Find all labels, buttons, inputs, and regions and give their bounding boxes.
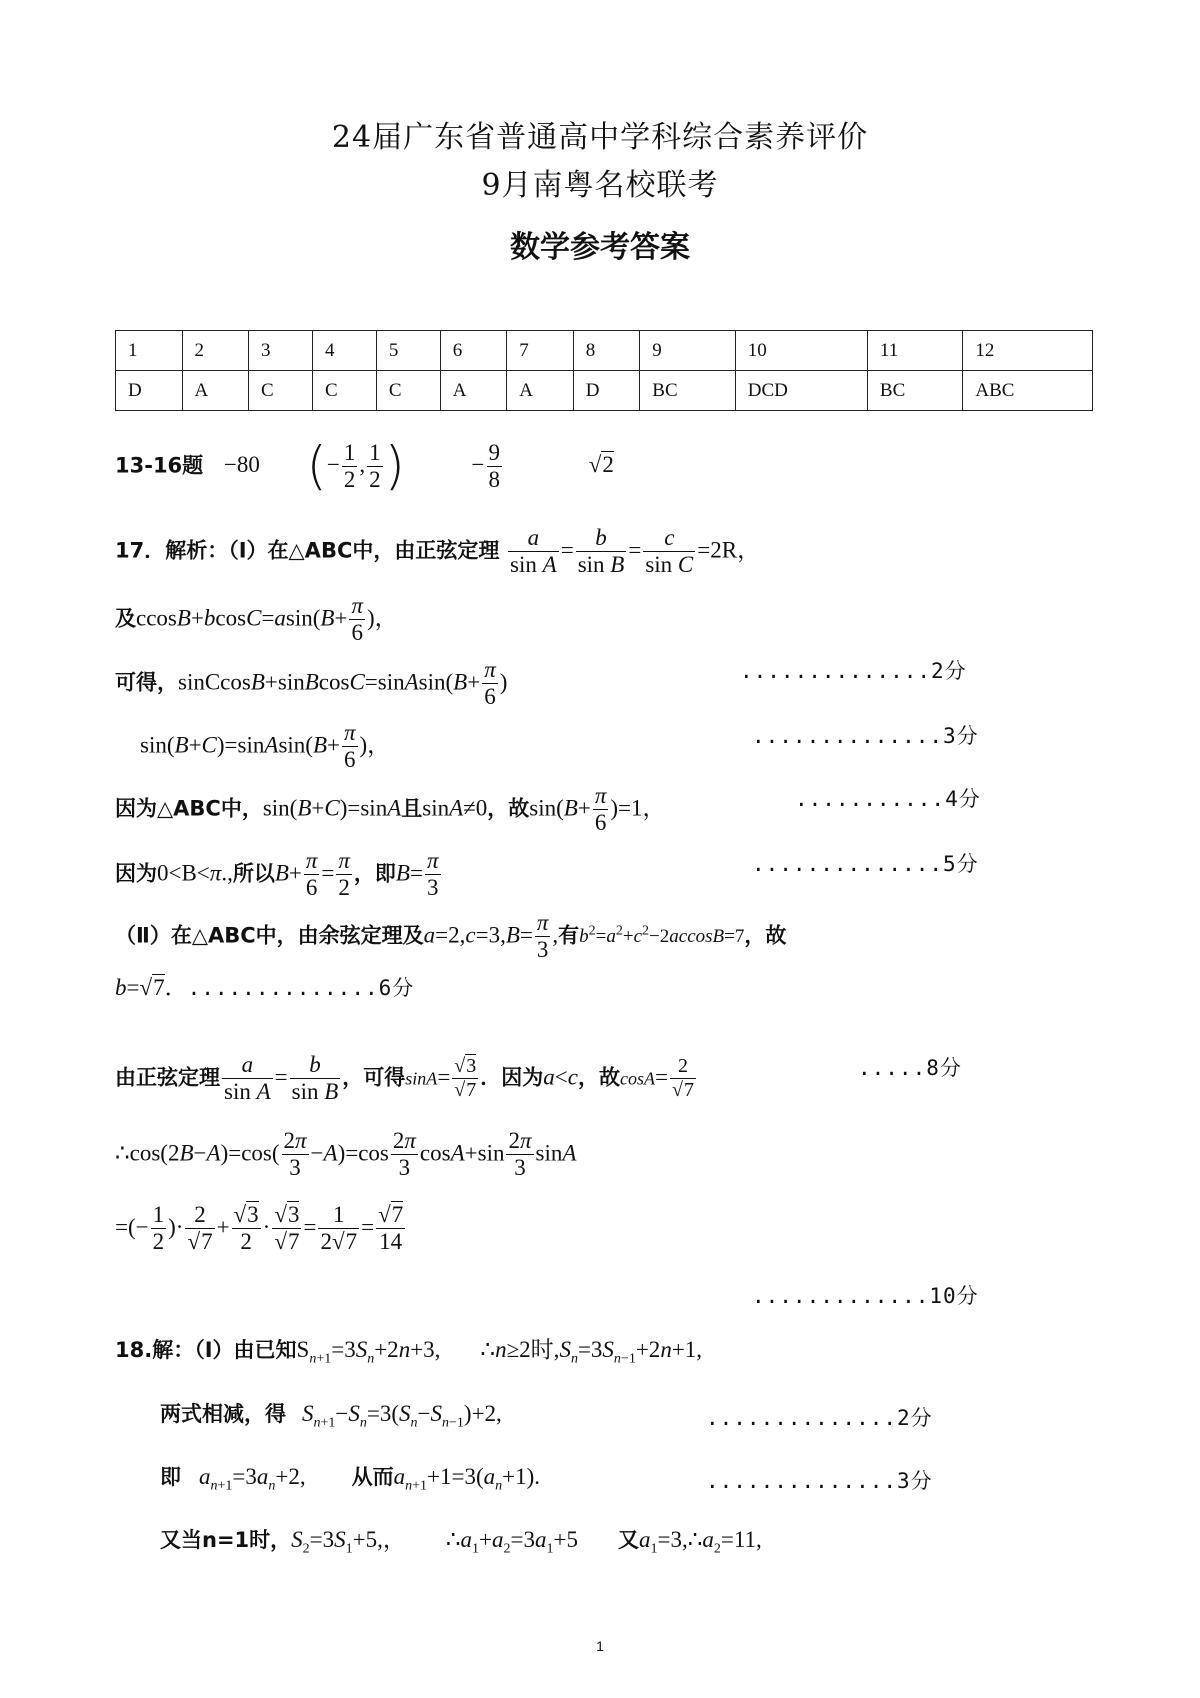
- answer-cell: BC: [640, 371, 735, 411]
- q17-result-line: =(− $\frac{1}{2}$ )· $\frac{2}{√7}$ + $\frac{√3}{2}$ · $\frac{√3}{√7}$ = $\frac{1}{2√7}$ = $\frac{√7}{14}$: [115, 1202, 404, 1255]
- q17-part2-line: （Ⅱ）在△ABC中，由余弦定理及a=2,c=3,B= $\frac{\pi}{3}$ ,有$b^2=a^2+c^2-2accosB=7$，故: [115, 910, 787, 963]
- question-number: 2: [182, 331, 249, 371]
- score-4: ...........4分: [795, 787, 981, 811]
- q17-step-line: 因为0<B<π.,所以B+ $\frac{\pi}{6}$ = $\frac{\pi}{2}$ ，即B= $\frac{\pi}{3}$: [115, 848, 439, 901]
- answer-cell: C: [249, 371, 313, 411]
- q17-given-line: 及ccosB+bcosC=asin(B+ $\frac{\pi}{6}$ )，: [115, 593, 398, 646]
- answer-cell: D: [116, 371, 183, 411]
- answer-cell: A: [440, 371, 507, 411]
- answer-cell: ABC: [963, 371, 1093, 411]
- score-10: .............10分: [752, 1284, 979, 1308]
- question-number: 1: [116, 331, 183, 371]
- question-number: 11: [867, 331, 962, 371]
- question-number: 3: [249, 331, 313, 371]
- score-2: ..............2分: [740, 659, 967, 683]
- question-number: 5: [376, 331, 440, 371]
- score-6: ..............6分: [187, 976, 415, 1000]
- score-3: ..............3分: [752, 724, 979, 748]
- q18-initial-line: 又当n=1时，$S_2=3S_1+5$,， $\therefore a_1+a_2=3a_1+5$ 又$a_1=3,\therefore a_2=11$,: [160, 1527, 762, 1557]
- q18-recurrence-line: 即 $a_{n+1}=3a_n+2$, 从而$a_{n+1}+1=3(a_n+1)$.: [160, 1464, 541, 1494]
- q17-sine-line: 由正弦定理 $\frac{a}{\text{sin A}}$ = $\frac{b}{\text{sin B}}$ ，可得sinA= $\frac{√3}{√7}$ ．因为a<c，故cosA= $\frac{2}{√7}$: [115, 1052, 694, 1105]
- exam-title-line2: 9月南粤名校联考: [481, 168, 719, 203]
- page-number: 1: [596, 1638, 604, 1654]
- q17-step-line: sin(B+C)=sinAsin(B+ $\frac{\pi}{6}$ )，: [140, 720, 391, 773]
- answer-table-number-row: [116, 331, 1093, 371]
- answer-cell: C: [312, 371, 376, 411]
- question-number: 6: [440, 331, 507, 371]
- q17-step-line: 可得，sinCcosB+sinBcosC=sinAsin(B+ $\frac{\pi}{6}$ ): [115, 657, 508, 710]
- score-5: ..............5分: [752, 852, 979, 876]
- exam-title: 24届广东省普通高中学科综合素养评价: [331, 120, 869, 155]
- q18-subtract-line: 两式相减，得 $S_{n+1}-S_n=3(S_n-S_{n-1})+2$,: [160, 1401, 502, 1431]
- question-number: 7: [507, 331, 574, 371]
- answer-14: (− $\frac{1}{2}$ , $\frac{1}{2}$ ): [306, 436, 405, 497]
- fill-blank-answers: [115, 436, 614, 497]
- question-number: 10: [735, 331, 867, 371]
- answer-13: −80: [223, 452, 260, 478]
- answer-16: √2: [588, 452, 614, 478]
- document-subtitle: 数学参考答案: [510, 230, 690, 265]
- answer-table: [115, 330, 1093, 411]
- q17-step-line: 因为△ABC中，sin(B+C)=sinA且sinA≠0，故sin(B+ $\frac{\pi}{6}$ )=1，: [115, 783, 666, 836]
- q17-cos-line: ∴cos(2B−A)=cos( $\frac{2\pi}{3}$ −A)=cos $\frac{2\pi}{3}$ cosA+sin $\frac{2\pi}{3}$ sinA: [115, 1128, 577, 1181]
- q17-intro-line: 17．解析：（Ⅰ）在△ABC中，由正弦定理 $\frac{a}{\text{sin A}}$ = $\frac{b}{\text{sin B}}$ = $\frac{c}{\text{sin C}}$ =2R，: [115, 525, 761, 578]
- question-number: 8: [573, 331, 640, 371]
- question-number: 9: [640, 331, 735, 371]
- answer-cell: D: [573, 371, 640, 411]
- score-8: .....8分: [858, 1056, 962, 1080]
- score-2b: ..............2分: [706, 1406, 933, 1430]
- answer-cell: A: [182, 371, 249, 411]
- score-3b: ..............3分: [706, 1469, 933, 1493]
- q17-b-value-line: b=√7．..............6分: [115, 975, 415, 1000]
- answer-15: − $\frac{9}{8}$: [471, 440, 501, 493]
- answer-cell: BC: [867, 371, 962, 411]
- q18-intro-line: 18.解：（Ⅰ）由已知$S_{n+1}=3S_n+2n+3$, ∴n≥2时$,S_n=3S_{n-1}+2n+1$,: [115, 1337, 703, 1367]
- answer-table-answer-row: [116, 371, 1093, 411]
- question-number: 4: [312, 331, 376, 371]
- answer-cell: A: [507, 371, 574, 411]
- fill-blank-label: 13-16题: [115, 453, 204, 478]
- answer-cell: C: [376, 371, 440, 411]
- question-number: 12: [963, 331, 1093, 371]
- answer-cell: DCD: [735, 371, 867, 411]
